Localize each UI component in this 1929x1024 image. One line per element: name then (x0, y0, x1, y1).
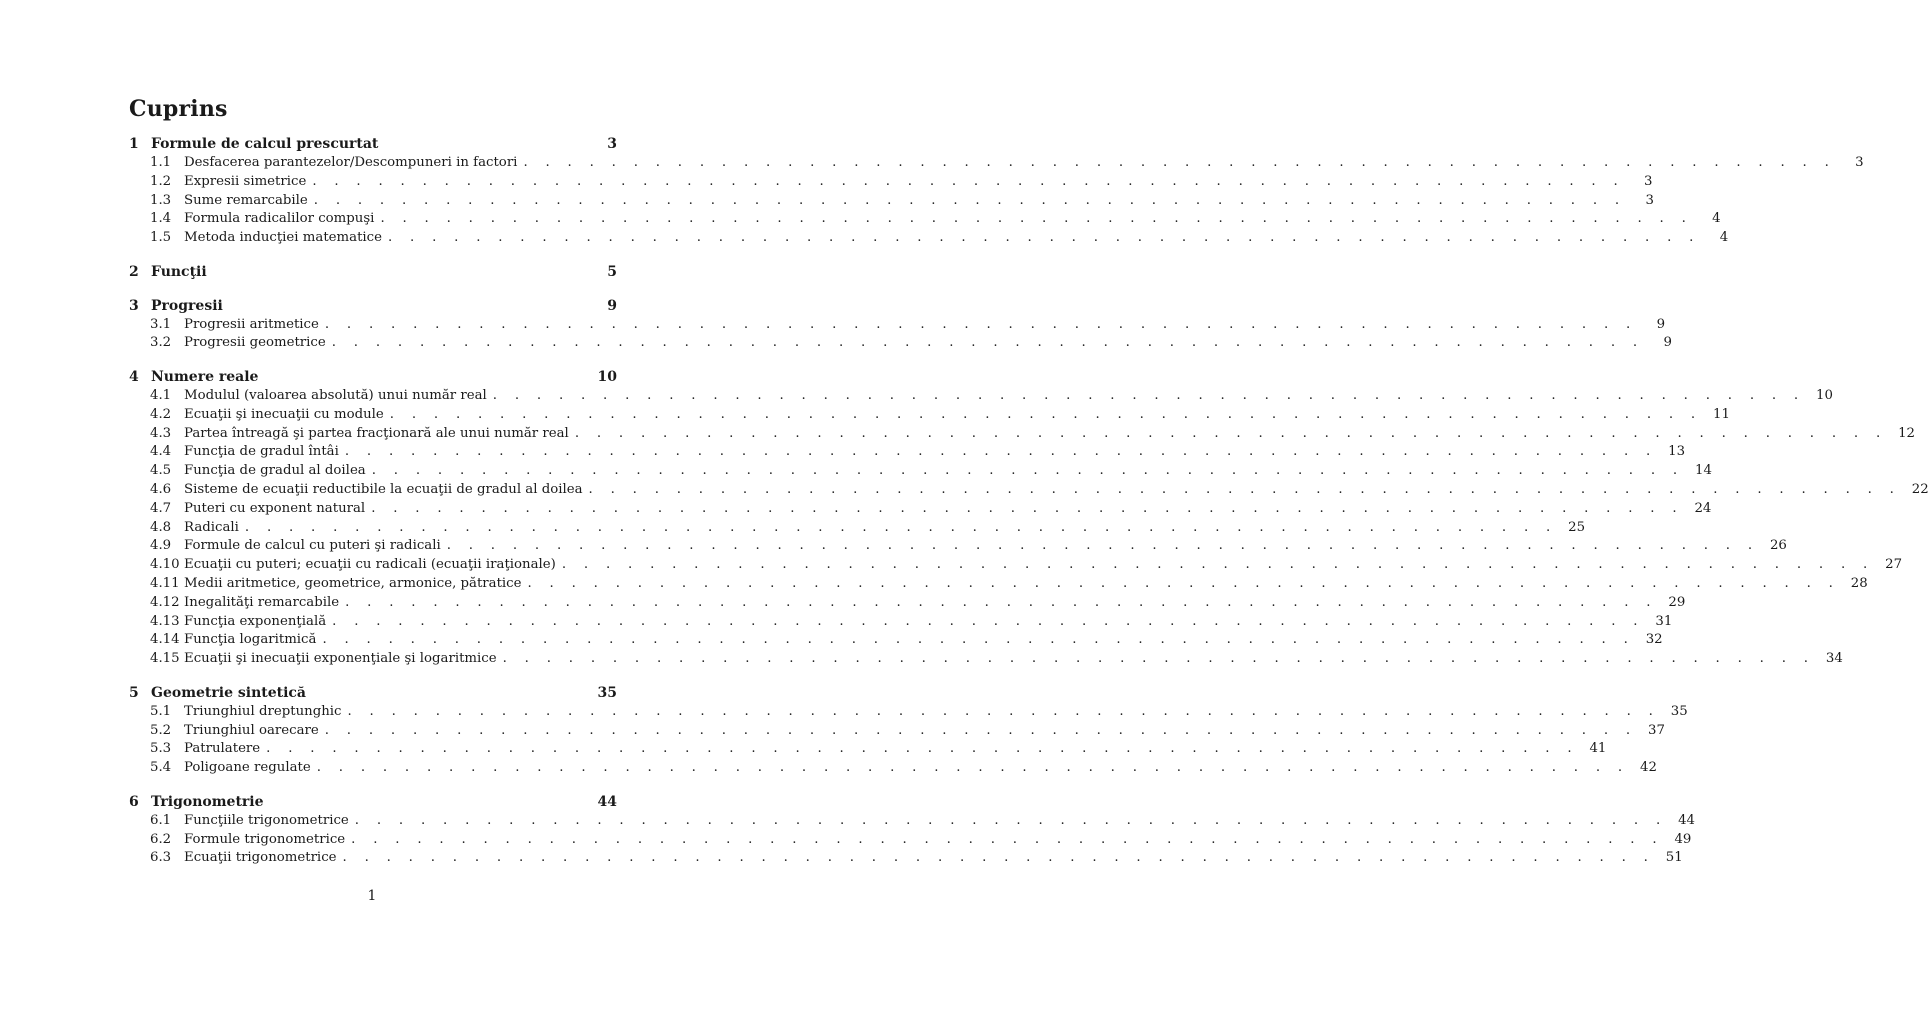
section-number: 4.8 (150, 519, 172, 535)
dot-leader: . . . . . . . . . . . . . . . . . . . . . . . . . . . . . . . . . . . . . . . . . . . . . . . . . . . . . . . . . . . . (502, 651, 1815, 667)
section-number: 3.2 (150, 335, 172, 351)
section-page: 35 (1670, 703, 1688, 719)
dot-leader: . . . . . . . . . . . . . . . . . . . . . . . . . . . . . . . . . . . . . . . . . . . . . . . . . . . . . . . . . . . . (266, 741, 1579, 757)
section-title: Medii aritmetice, geometrice, armonice, pătratice (184, 575, 522, 591)
page-title: Cuprins (129, 96, 228, 122)
dot-leader: . . . . . . . . . . . . . . . . . . . . . . . . . . . . . . . . . . . . . . . . . . . . . . . . . . . . . . . . . . . . (324, 316, 1638, 332)
dot-leader: . . . . . . . . . . . . . . . . . . . . . . . . . . . . . . . . . . . . . . . . . . . . . . . . . . . . . . . . . . . . (344, 444, 1658, 460)
toc-section-entry[interactable] (129, 613, 1673, 633)
section-title: Ecuaţii şi inecuaţii cu module (184, 406, 384, 422)
chapter-number: 6 (129, 793, 139, 810)
section-page: 29 (1668, 594, 1686, 610)
toc-section-entry[interactable] (129, 192, 1654, 212)
section-page: 4 (1712, 211, 1721, 227)
section-number: 4.14 (150, 632, 180, 648)
section-page: 49 (1674, 831, 1692, 847)
toc-chapter-entry[interactable] (129, 794, 617, 813)
section-title: Partea întreagă şi partea fracţionară ale unui număr real (184, 425, 569, 441)
toc-section-entry[interactable] (129, 632, 1663, 651)
section-number: 1.1 (150, 155, 172, 170)
chapter-number: 3 (129, 297, 139, 314)
section-number: 4.4 (150, 444, 172, 460)
dot-leader: . . . . . . . . . . . . . . . . . . . . . . . . . . . . . . . . . . . . . . . . . . . . . . . . . . . . . . . . . . . . (371, 463, 1684, 479)
section-number: 4.15 (150, 651, 180, 667)
toc-chapter-entry[interactable] (129, 685, 617, 704)
section-page: 34 (1825, 651, 1843, 667)
toc-section-entry[interactable] (129, 335, 1672, 354)
dot-leader: . . . . . . . . . . . . . . . . . . . . . . . . . . . . . . . . . . . . . . . . . . . . . . . . . . . . . . . . . . . . (322, 632, 1635, 648)
toc-section-entry[interactable] (129, 481, 1929, 501)
section-number: 4.10 (150, 557, 180, 573)
section-page: 31 (1655, 613, 1673, 629)
toc-section-entry[interactable] (129, 155, 1864, 174)
section-title: Sisteme de ecuaţii reductibile la ecuaţii de gradul al doilea (184, 481, 583, 497)
section-page: 25 (1568, 519, 1586, 535)
section-page: 42 (1639, 760, 1657, 776)
section-title: Radicali (184, 519, 239, 535)
dot-leader: . . . . . . . . . . . . . . . . . . . . . . . . . . . . . . . . . . . . . . . . . . . . . . . . . . . . . . . . . . . . (492, 387, 1805, 403)
section-number: 4.3 (150, 425, 172, 441)
toc-section-entry[interactable] (129, 760, 1657, 779)
section-number: 1.5 (150, 230, 172, 246)
section-page: 11 (1713, 406, 1730, 422)
toc-section-entry[interactable] (129, 538, 1787, 557)
section-page: 37 (1648, 722, 1665, 738)
dot-leader: . . . . . . . . . . . . . . . . . . . . . . . . . . . . . . . . . . . . . . . . . . . . . . . . . . . . . . . . . . . . (561, 557, 1875, 573)
section-page: 27 (1885, 557, 1903, 573)
toc-section-entry[interactable] (129, 575, 1868, 595)
chapter-title: Trigonometrie (151, 793, 264, 810)
section-number: 3.1 (150, 316, 172, 332)
section-page: 3 (1855, 155, 1864, 170)
chapter-title: Progresii (151, 297, 223, 314)
section-title: Funcţia de gradul al doilea (184, 463, 366, 479)
dot-leader: . . . . . . . . . . . . . . . . . . . . . . . . . . . . . . . . . . . . . . . . . . . . . . . . . . . . . . . . . . . . (316, 760, 1629, 776)
section-page: 44 (1678, 812, 1695, 828)
dot-leader: . . . . . . . . . . . . . . . . . . . . . . . . . . . . . . . . . . . . . . . . . . . . . . . . . . . . . . . . . . . . (244, 519, 1558, 535)
dot-leader: . . . . . . . . . . . . . . . . . . . . . . . . . . . . . . . . . . . . . . . . . . . . . . . . . . . . . . . . . . . . (324, 722, 1637, 738)
chapter-title: Funcţii (151, 263, 207, 280)
toc-section-entry[interactable] (129, 812, 1695, 832)
section-number: 4.9 (150, 538, 172, 554)
section-title: Sume remarcabile (184, 192, 308, 208)
section-number: 1.3 (150, 192, 172, 208)
section-page: 4 (1719, 230, 1729, 246)
section-page: 41 (1589, 741, 1607, 757)
chapter-page: 44 (597, 793, 617, 810)
dot-leader: . . . . . . . . . . . . . . . . . . . . . . . . . . . . . . . . . . . . . . . . . . . . . . . . . . . . . . . . . . . . (446, 538, 1759, 554)
section-number: 4.12 (150, 594, 180, 610)
dot-leader: . . . . . . . . . . . . . . . . . . . . . . . . . . . . . . . . . . . . . . . . . . . . . . . . . . . . . . . . . . . . (351, 831, 1664, 847)
dot-leader: . . . . . . . . . . . . . . . . . . . . . . . . . . . . . . . . . . . . . . . . . . . . . . . . . . . . . . . . . . . . (312, 173, 1625, 189)
section-title: Funcţia de gradul întâi (184, 444, 339, 460)
section-page: 9 (1656, 316, 1666, 332)
section-page: 28 (1850, 575, 1868, 591)
chapter-page: 10 (597, 368, 617, 385)
section-page: 51 (1665, 850, 1683, 866)
section-title: Formule de calcul cu puteri şi radicali (184, 538, 441, 554)
section-page: 13 (1668, 444, 1686, 460)
section-number: 4.6 (150, 481, 172, 497)
toc-section-entry[interactable] (129, 651, 1843, 670)
chapter-number: 1 (129, 136, 139, 152)
toc-section-entry[interactable] (129, 406, 1730, 426)
dot-leader: . . . . . . . . . . . . . . . . . . . . . . . . . . . . . . . . . . . . . . . . . . . . . . . . . . . . . . . . . . . . (342, 850, 1655, 866)
page-number: 1 (367, 888, 377, 904)
dot-leader: . . . . . . . . . . . . . . . . . . . . . . . . . . . . . . . . . . . . . . . . . . . . . . . . . . . . . . . . . . . . (387, 230, 1701, 246)
section-number: 1.2 (150, 173, 172, 189)
section-page: 32 (1645, 632, 1663, 648)
section-number: 1.4 (150, 211, 172, 227)
section-title: Triunghiul dreptunghic (184, 703, 342, 719)
dot-leader: . . . . . . . . . . . . . . . . . . . . . . . . . . . . . . . . . . . . . . . . . . . . . . . . . . . . . . . . . . . . (588, 481, 1901, 497)
section-title: Funcţiile trigonometrice (184, 812, 349, 828)
section-title: Ecuaţii şi inecuaţii exponenţiale şi logaritmice (184, 651, 497, 667)
section-page: 14 (1695, 463, 1712, 479)
section-title: Desfacerea parantezelor/Descompuneri in factori (184, 155, 518, 170)
section-page: 10 (1816, 387, 1833, 403)
dot-leader: . . . . . . . . . . . . . . . . . . . . . . . . . . . . . . . . . . . . . . . . . . . . . . . . . . . . . . . . . . . . (371, 500, 1684, 516)
chapter-number: 2 (129, 263, 139, 280)
chapter-title: Formule de calcul prescurtat (151, 136, 379, 152)
dot-leader: . . . . . . . . . . . . . . . . . . . . . . . . . . . . . . . . . . . . . . . . . . . . . . . . . . . . . . . . . . . . (380, 211, 1693, 227)
table-of-contents (129, 136, 1929, 869)
chapter-title: Geometrie sintetică (151, 684, 306, 701)
section-title: Formule trigonometrice (184, 831, 346, 847)
section-title: Poligoane regulate (184, 760, 311, 776)
section-number: 6.2 (150, 831, 172, 847)
section-number: 4.2 (150, 406, 172, 422)
section-title: Puteri cu exponent natural (184, 500, 366, 516)
section-page: 26 (1769, 538, 1787, 554)
toc-section-entry[interactable] (129, 831, 1692, 851)
section-page: 9 (1663, 335, 1672, 351)
toc-section-entry[interactable] (129, 463, 1712, 482)
chapter-page: 5 (607, 263, 617, 280)
section-number: 4.7 (150, 500, 172, 516)
dot-leader: . . . . . . . . . . . . . . . . . . . . . . . . . . . . . . . . . . . . . . . . . . . . . . . . . . . . . . . . . . . . (354, 812, 1667, 828)
section-number: 5.3 (150, 741, 172, 757)
toc-section-entry[interactable] (129, 230, 1729, 249)
section-title: Expresii simetrice (184, 173, 307, 189)
toc-section-entry[interactable] (129, 387, 1833, 407)
dot-leader: . . . . . . . . . . . . . . . . . . . . . . . . . . . . . . . . . . . . . . . . . . . . . . . . . . . . . . . . . . . . (347, 703, 1660, 719)
section-number: 4.13 (150, 613, 180, 629)
section-title: Progresii geometrice (184, 335, 326, 351)
section-number: 5.2 (150, 722, 172, 738)
dot-leader: . . . . . . . . . . . . . . . . . . . . . . . . . . . . . . . . . . . . . . . . . . . . . . . . . . . . . . . . . . . . (574, 425, 1887, 441)
section-page: 3 (1644, 173, 1653, 189)
toc-section-entry[interactable] (129, 519, 1586, 539)
section-title: Metoda inducţiei matematice (184, 230, 382, 246)
toc-section-entry[interactable] (129, 211, 1721, 230)
section-page: 3 (1645, 192, 1654, 208)
section-page: 24 (1694, 500, 1712, 516)
dot-leader: . . . . . . . . . . . . . . . . . . . . . . . . . . . . . . . . . . . . . . . . . . . . . . . . . . . . . . . . . . . . (313, 192, 1626, 208)
section-title: Ecuaţii trigonometrice (184, 850, 337, 866)
section-title: Patrulatere (184, 741, 261, 757)
toc-chapter-entry[interactable] (129, 298, 617, 317)
dot-leader: . . . . . . . . . . . . . . . . . . . . . . . . . . . . . . . . . . . . . . . . . . . . . . . . . . . . . . . . . . . . (345, 594, 1658, 610)
dot-leader: . . . . . . . . . . . . . . . . . . . . . . . . . . . . . . . . . . . . . . . . . . . . . . . . . . . . . . . . . . . . (527, 575, 1840, 591)
section-title: Modulul (valoarea absolută) unui număr real (184, 387, 487, 403)
dot-leader: . . . . . . . . . . . . . . . . . . . . . . . . . . . . . . . . . . . . . . . . . . . . . . . . . . . . . . . . . . . . (389, 406, 1702, 422)
section-number: 4.11 (150, 575, 180, 591)
toc-section-entry[interactable] (129, 500, 1712, 520)
section-number: 4.5 (150, 463, 172, 479)
toc-chapter-entry[interactable] (129, 136, 617, 155)
dot-leader: . . . . . . . . . . . . . . . . . . . . . . . . . . . . . . . . . . . . . . . . . . . . . . . . . . . . . . . . . . . . (523, 155, 1836, 170)
section-title: Ecuaţii cu puteri; ecuaţii cu radicali (ecuaţii iraţionale) (184, 557, 556, 573)
chapter-number: 5 (129, 684, 139, 701)
chapter-page: 35 (597, 684, 617, 701)
section-title: Funcţia logaritmică (184, 632, 317, 648)
toc-section-entry[interactable] (129, 173, 1653, 193)
chapter-number: 4 (129, 368, 139, 385)
chapter-page: 9 (607, 297, 617, 314)
section-page: 12 (1898, 425, 1915, 441)
section-number: 5.4 (150, 760, 172, 776)
section-title: Funcţia exponenţială (184, 613, 327, 629)
section-page: 22 (1911, 481, 1929, 497)
section-title: Formula radicalilor compuşi (184, 211, 375, 227)
toc-chapter-entry[interactable] (129, 264, 617, 283)
toc-section-entry[interactable] (129, 557, 1903, 576)
chapter-title: Numere reale (151, 368, 259, 385)
toc-section-entry[interactable] (129, 703, 1688, 723)
toc-section-entry[interactable] (129, 425, 1915, 445)
chapter-page: 3 (607, 136, 617, 152)
dot-leader: . . . . . . . . . . . . . . . . . . . . . . . . . . . . . . . . . . . . . . . . . . . . . . . . . . . . . . . . . . . . (332, 613, 1645, 629)
toc-section-entry[interactable] (129, 722, 1665, 742)
toc-section-entry[interactable] (129, 444, 1686, 463)
section-number: 4.1 (150, 387, 172, 403)
section-title: Triunghiul oarecare (184, 722, 319, 738)
toc-chapter-entry[interactable] (129, 369, 617, 388)
section-title: Inegalităţi remarcabile (184, 594, 340, 610)
section-number: 5.1 (150, 703, 172, 719)
toc-section-entry[interactable] (129, 594, 1686, 614)
section-title: Progresii aritmetice (184, 316, 319, 332)
dot-leader: . . . . . . . . . . . . . . . . . . . . . . . . . . . . . . . . . . . . . . . . . . . . . . . . . . . . . . . . . . . . (331, 335, 1644, 351)
section-number: 6.1 (150, 812, 172, 828)
toc-section-entry[interactable] (129, 316, 1666, 336)
toc-section-entry[interactable] (129, 850, 1683, 869)
toc-section-entry[interactable] (129, 741, 1607, 760)
section-number: 6.3 (150, 850, 172, 866)
